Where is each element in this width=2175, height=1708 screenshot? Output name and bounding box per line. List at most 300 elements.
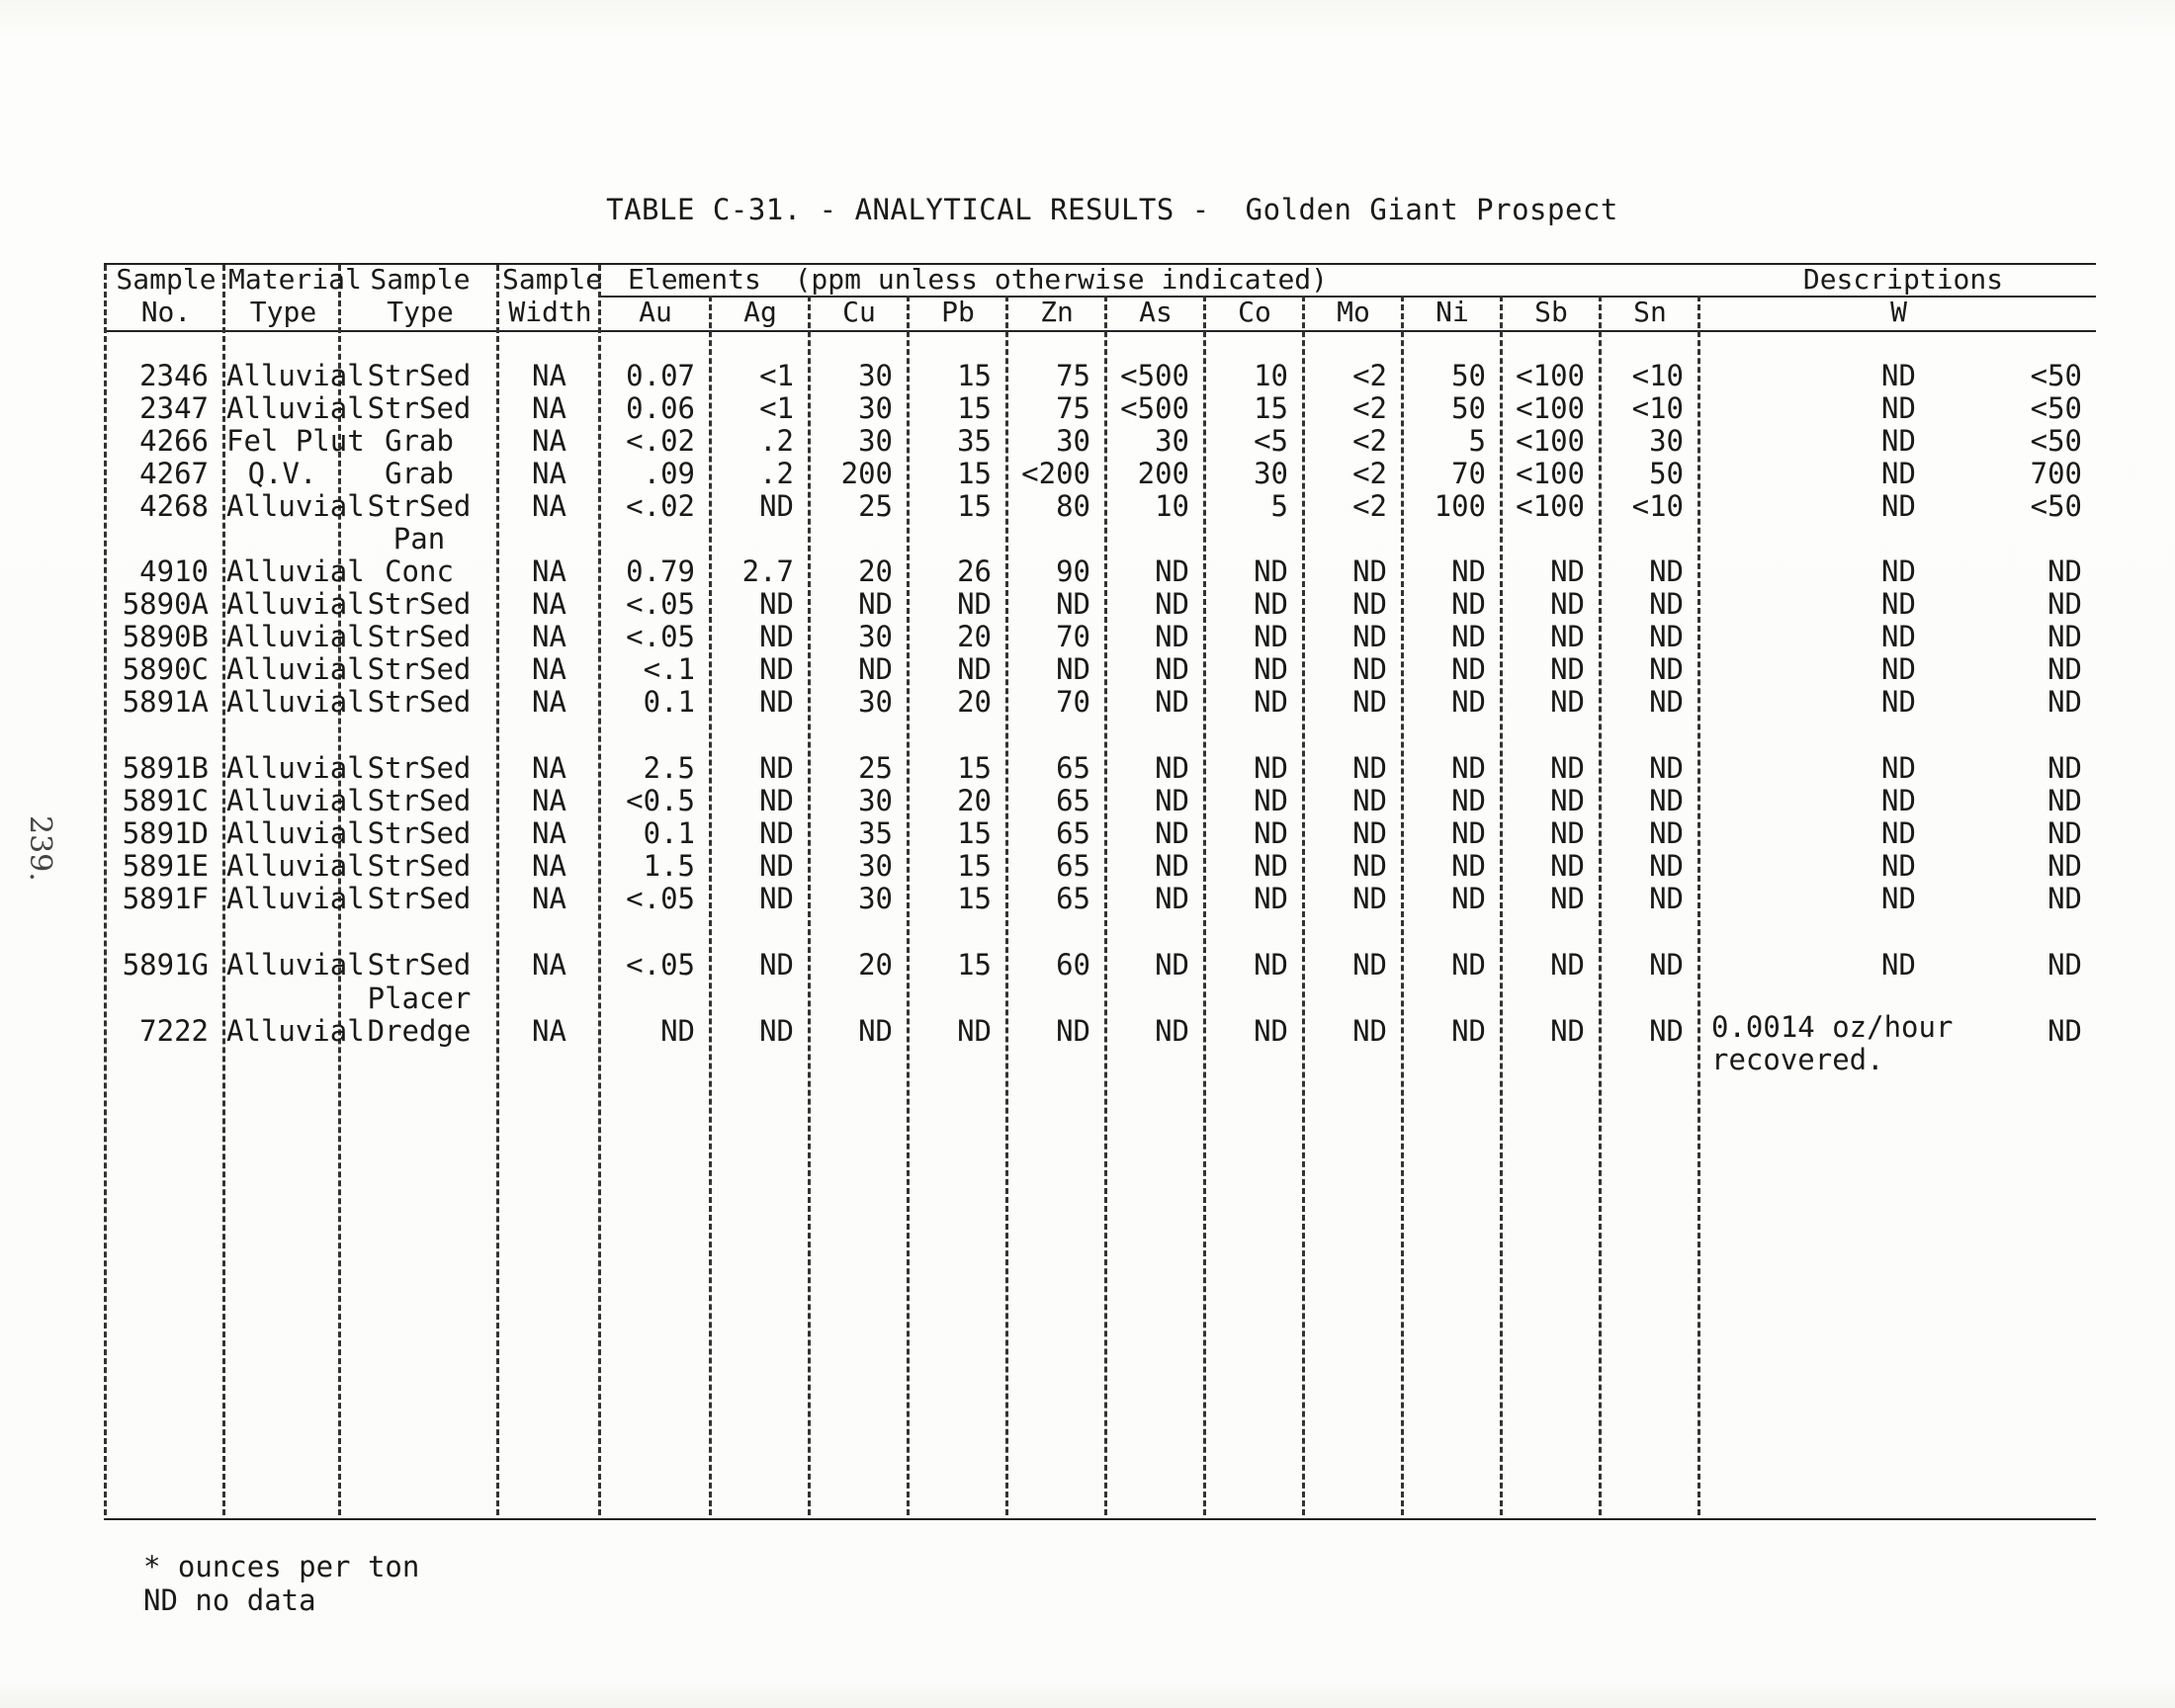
footnote-nd: ND no data [143,1583,316,1617]
element-value-co: ND [1254,816,1288,850]
sample-width: NA [532,882,566,915]
element-value-ag: <1 [759,391,794,425]
sample-no: 4266 [139,424,209,458]
element-value-co: 30 [1254,457,1288,490]
column-separator [598,265,601,1515]
element-value-ag: .2 [759,457,794,490]
header-type-bottom: Type [249,296,317,328]
material-type: Fel Plut [226,424,365,458]
sample-no: 4267 [139,457,209,490]
element-value-au: <.02 [626,424,695,458]
element-value-ni: ND [1451,948,1486,982]
handwritten-page-number: 239. [23,815,57,882]
element-value-cu: 25 [858,751,893,785]
element-value-zn: 75 [1056,391,1090,425]
description: ND [1881,457,1916,490]
sample-no: 5891B [122,751,209,785]
sample-no: 5891F [122,882,209,915]
element-value-ag: ND [759,784,794,817]
element-value-as: ND [1155,555,1189,588]
element-value-sb: ND [1550,816,1585,850]
description: ND [1881,620,1916,653]
element-value-as: 200 [1137,457,1189,490]
element-value-pb: 26 [957,555,992,588]
element-value-co: 10 [1254,359,1288,392]
element-value-co: ND [1254,751,1288,785]
element-value-ni: ND [1451,620,1486,653]
sample-no: 5891A [122,685,209,719]
element-value-pb: 15 [957,391,992,425]
element-value-ni: 50 [1451,391,1486,425]
element-value-au: 1.5 [643,849,695,883]
element-value-sn: ND [1649,816,1684,850]
material-type: Alluvial [226,1014,365,1048]
element-value-au: <0.5 [626,784,695,817]
element-value-mo: ND [1352,849,1387,883]
element-value-ni: ND [1451,587,1486,621]
element-value-mo: ND [1352,784,1387,817]
element-value-ag: .2 [759,424,794,458]
description: 0.0014 oz/hour [1711,1010,1954,1044]
element-value-pb: 15 [957,489,992,523]
element-value-au: 0.1 [643,816,695,850]
element-value-sb: <100 [1516,359,1585,392]
element-value-sb: <100 [1516,457,1585,490]
element-value-au: 0.79 [626,555,695,588]
material-type: Alluvial [226,751,365,785]
column-separator [1697,296,1700,1515]
element-value-sb: <100 [1516,424,1585,458]
element-value-sb: ND [1550,555,1585,588]
sample-type-top: Pan [392,522,446,555]
element-value-zn: 65 [1056,784,1090,817]
element-value-ag: <1 [759,359,794,392]
element-value-ag: ND [759,882,794,915]
element-value-pb: ND [957,587,992,621]
sample-width: NA [532,587,566,621]
column-separator [1401,296,1404,1515]
sample-no: 5890B [122,620,209,653]
element-value-cu: ND [858,587,893,621]
element-value-zn: 65 [1056,849,1090,883]
header-element-co: Co [1238,296,1271,328]
element-value-ni: ND [1451,816,1486,850]
header-element-ni: Ni [1436,296,1469,328]
element-value-w: ND [2047,849,2082,883]
element-value-ni: ND [1451,882,1486,915]
element-value-cu: 20 [858,948,893,982]
element-value-au: 0.06 [626,391,695,425]
description: ND [1881,391,1916,425]
header-element-pb: Pb [941,296,975,328]
material-type: Alluvial [226,620,365,653]
element-value-sn: <10 [1631,391,1684,425]
column-separator [1302,296,1305,1515]
element-value-w: <50 [2030,424,2082,458]
element-value-sn: <10 [1631,489,1684,523]
element-value-sn: ND [1649,1014,1684,1048]
element-value-sb: <100 [1516,489,1585,523]
element-value-zn: 65 [1056,882,1090,915]
element-value-au: <.1 [643,652,695,686]
header-type-top: Sample [370,263,471,296]
element-value-pb: 15 [957,359,992,392]
element-value-sn: ND [1649,587,1684,621]
element-value-ni: ND [1451,555,1486,588]
material-type: Alluvial [226,849,365,883]
element-value-ni: ND [1451,652,1486,686]
element-value-mo: <2 [1352,391,1387,425]
header-type-bottom: Type [387,296,454,328]
description: ND [1881,359,1916,392]
element-value-au: <.05 [626,587,695,621]
element-value-as: 30 [1155,424,1189,458]
element-value-zn: 30 [1056,424,1090,458]
column-separator [808,296,811,1515]
sample-type: StrSed [367,359,472,392]
material-type: Alluvial [226,391,365,425]
table-title: TABLE C-31. - ANALYTICAL RESULTS - Golden Giant Prospect [606,193,1618,226]
element-value-pb: 15 [957,751,992,785]
element-value-as: ND [1155,620,1189,653]
header-element-au: Au [639,296,672,328]
element-value-mo: ND [1352,652,1387,686]
element-value-w: 700 [2030,457,2082,490]
material-type: Alluvial [226,587,365,621]
element-value-as: ND [1155,652,1189,686]
element-value-pb: 20 [957,620,992,653]
element-value-ag: ND [759,620,794,653]
header-width-top: Sample [502,263,603,296]
sample-no: 2346 [139,359,209,392]
element-value-mo: ND [1352,685,1387,719]
sample-width: NA [532,816,566,850]
material-type: Alluvial [226,489,365,523]
element-value-w: ND [2047,587,2082,621]
element-value-zn: 90 [1056,555,1090,588]
sample-type: StrSed [367,587,472,621]
material-type: Q.V. [247,457,317,490]
sample-type: StrSed [367,751,472,785]
sample-no: 7222 [139,1014,209,1048]
element-value-cu: 25 [858,489,893,523]
element-value-w: ND [2047,685,2082,719]
sample-type: StrSed [367,652,472,686]
element-value-ni: ND [1451,751,1486,785]
element-value-ag: ND [759,948,794,982]
material-type: Alluvial [226,359,365,392]
element-value-ni: 70 [1451,457,1486,490]
sample-type: StrSed [367,849,472,883]
element-value-w: ND [2047,555,2082,588]
column-separator [1599,296,1602,1515]
element-value-as: ND [1155,882,1189,915]
element-value-ni: 100 [1434,489,1486,523]
column-separator [907,296,910,1515]
element-value-sb: ND [1550,1014,1585,1048]
element-value-as: ND [1155,816,1189,850]
header-element-w: W [1890,296,1907,328]
element-value-pb: ND [957,1014,992,1048]
element-value-zn: 70 [1056,685,1090,719]
description: ND [1881,784,1916,817]
element-value-co: ND [1254,948,1288,982]
sample-type: StrSed [367,489,472,523]
description: ND [1881,555,1916,588]
element-value-sb: ND [1550,685,1585,719]
element-value-as: ND [1155,751,1189,785]
element-value-au: ND [660,1014,695,1048]
element-value-w: <50 [2030,489,2082,523]
sample-no: 5890A [122,587,209,621]
sample-width: NA [532,685,566,719]
element-value-mo: ND [1352,948,1387,982]
element-value-ni: 5 [1468,424,1486,458]
element-value-au: 2.5 [643,751,695,785]
element-value-zn: 60 [1056,948,1090,982]
element-value-co: ND [1254,849,1288,883]
element-value-sn: 50 [1649,457,1684,490]
element-value-w: ND [2047,882,2082,915]
description: ND [1881,882,1916,915]
description: ND [1881,489,1916,523]
element-value-co: ND [1254,784,1288,817]
header-no-top: Sample [116,263,217,296]
sample-no: 5891G [122,948,209,982]
element-value-co: ND [1254,587,1288,621]
sample-type: Grab [385,457,454,490]
element-value-ag: ND [759,1014,794,1048]
element-value-cu: 30 [858,849,893,883]
element-value-cu: 30 [858,424,893,458]
sample-type: StrSed [367,948,472,982]
element-value-au: <.05 [626,882,695,915]
sample-type: StrSed [367,882,472,915]
element-value-w: ND [2047,816,2082,850]
element-value-mo: ND [1352,751,1387,785]
element-value-pb: 20 [957,685,992,719]
element-value-pb: 15 [957,849,992,883]
header-element-sb: Sb [1534,296,1568,328]
element-value-w: ND [2047,751,2082,785]
element-value-mo: ND [1352,882,1387,915]
element-value-sb: ND [1550,948,1585,982]
element-value-w: ND [2047,948,2082,982]
element-value-w: <50 [2030,359,2082,392]
material-type: Alluvial [226,948,365,982]
header-type-top: Material [228,263,362,296]
footnote-ounces: * ounces per ton [143,1550,420,1583]
sample-type: Dredge [367,1014,472,1048]
material-type: Alluvial [226,685,365,719]
element-value-cu: 30 [858,359,893,392]
sample-type: Grab [385,424,454,458]
element-value-zn: 65 [1056,816,1090,850]
column-separator [1104,296,1107,1515]
sample-width: NA [532,1014,566,1048]
element-value-sb: <100 [1516,391,1585,425]
element-value-cu: 30 [858,784,893,817]
element-value-pb: 15 [957,816,992,850]
element-value-sn: ND [1649,784,1684,817]
element-value-zn: ND [1056,652,1090,686]
description: ND [1881,587,1916,621]
element-value-cu: ND [858,1014,893,1048]
element-value-mo: <2 [1352,489,1387,523]
sample-width: NA [532,391,566,425]
element-value-cu: 30 [858,685,893,719]
description: ND [1881,685,1916,719]
element-value-zn: 80 [1056,489,1090,523]
sample-no: 5891E [122,849,209,883]
description: ND [1881,424,1916,458]
sample-width: NA [532,555,566,588]
element-value-w: <50 [2030,391,2082,425]
element-value-pb: 15 [957,948,992,982]
material-type: Alluvial [226,816,365,850]
header-no-bottom: No. [140,296,192,328]
element-value-mo: <2 [1352,424,1387,458]
element-value-cu: 200 [840,457,893,490]
element-value-mo: <2 [1352,457,1387,490]
element-value-co: ND [1254,555,1288,588]
sample-no: 5891D [122,816,209,850]
header-descriptions: Descriptions [1802,263,2004,296]
footnotes [143,1550,419,1617]
element-value-mo: <2 [1352,359,1387,392]
material-type: Alluvial [226,882,365,915]
element-value-co: 5 [1270,489,1288,523]
element-value-au: 0.07 [626,359,695,392]
sample-width: NA [532,784,566,817]
element-value-w: ND [2047,784,2082,817]
description: ND [1881,652,1916,686]
element-value-pb: ND [957,652,992,686]
sample-no: 4910 [139,555,209,588]
header-element-ag: Ag [743,296,777,328]
sample-width: NA [532,849,566,883]
element-value-sn: ND [1649,652,1684,686]
sample-type: StrSed [367,620,472,653]
sample-type: StrSed [367,784,472,817]
element-value-zn: <200 [1021,457,1090,490]
element-value-ag: ND [759,652,794,686]
element-value-cu: 35 [858,816,893,850]
sample-no: 5891C [122,784,209,817]
element-value-co: ND [1254,652,1288,686]
element-value-zn: 70 [1056,620,1090,653]
element-value-co: ND [1254,685,1288,719]
element-value-zn: ND [1056,1014,1090,1048]
element-value-sb: ND [1550,882,1585,915]
element-value-au: <.05 [626,948,695,982]
description: ND [1881,751,1916,785]
element-value-sn: ND [1649,948,1684,982]
header-width-bottom: Width [508,296,592,328]
element-value-ag: 2.7 [741,555,794,588]
element-value-co: ND [1254,1014,1288,1048]
element-value-mo: ND [1352,555,1387,588]
material-type: Alluvial [226,555,365,588]
element-value-cu: ND [858,652,893,686]
element-value-mo: ND [1352,587,1387,621]
element-value-mo: ND [1352,1014,1387,1048]
element-value-sb: ND [1550,751,1585,785]
sample-width: NA [532,489,566,523]
element-value-sb: ND [1550,784,1585,817]
sample-type: Conc [385,555,454,588]
element-value-ni: ND [1451,784,1486,817]
element-value-ag: ND [759,489,794,523]
element-value-co: <5 [1254,424,1288,458]
element-value-ag: ND [759,751,794,785]
element-value-cu: 20 [858,555,893,588]
element-value-ni: ND [1451,849,1486,883]
element-value-pb: 20 [957,784,992,817]
element-value-co: 15 [1254,391,1288,425]
element-value-sn: ND [1649,751,1684,785]
column-separator [222,265,225,1515]
element-value-as: ND [1155,849,1189,883]
sample-width: NA [532,620,566,653]
material-type: Alluvial [226,784,365,817]
column-separator [496,265,499,1515]
element-value-co: ND [1254,882,1288,915]
header-element-sn: Sn [1633,296,1667,328]
sample-width: NA [532,751,566,785]
element-value-co: ND [1254,620,1288,653]
description-cont: recovered. [1711,1043,1884,1076]
element-value-w: ND [2047,620,2082,653]
element-value-sb: ND [1550,849,1585,883]
column-separator [1203,296,1206,1515]
column-separator [1005,296,1008,1515]
element-value-as: ND [1155,587,1189,621]
element-value-au: 0.1 [643,685,695,719]
element-value-cu: 30 [858,882,893,915]
sample-width: NA [532,359,566,392]
element-value-sn: ND [1649,685,1684,719]
header-element-cu: Cu [842,296,876,328]
column-separator [104,265,107,1515]
sample-width: NA [532,457,566,490]
sample-type: StrSed [367,391,472,425]
sample-no: 2347 [139,391,209,425]
description: ND [1881,948,1916,982]
element-value-as: ND [1155,948,1189,982]
element-value-pb: 15 [957,457,992,490]
column-separator [709,296,712,1515]
header-element-zn: Zn [1040,296,1074,328]
element-value-zn: ND [1056,587,1090,621]
element-value-w: ND [2047,652,2082,686]
element-value-pb: 15 [957,882,992,915]
element-value-sn: ND [1649,620,1684,653]
element-value-sn: ND [1649,849,1684,883]
element-value-sn: ND [1649,555,1684,588]
description: ND [1881,816,1916,850]
element-value-as: ND [1155,685,1189,719]
header-elements-group: Elements (ppm unless otherwise indicated) [628,263,1329,296]
description: ND [1881,849,1916,883]
sample-type: StrSed [367,816,472,850]
element-value-ag: ND [759,849,794,883]
element-value-as: ND [1155,1014,1189,1048]
element-value-ag: ND [759,587,794,621]
sample-type-top: Placer [367,982,472,1015]
element-value-ni: 50 [1451,359,1486,392]
element-value-au: <.05 [626,620,695,653]
